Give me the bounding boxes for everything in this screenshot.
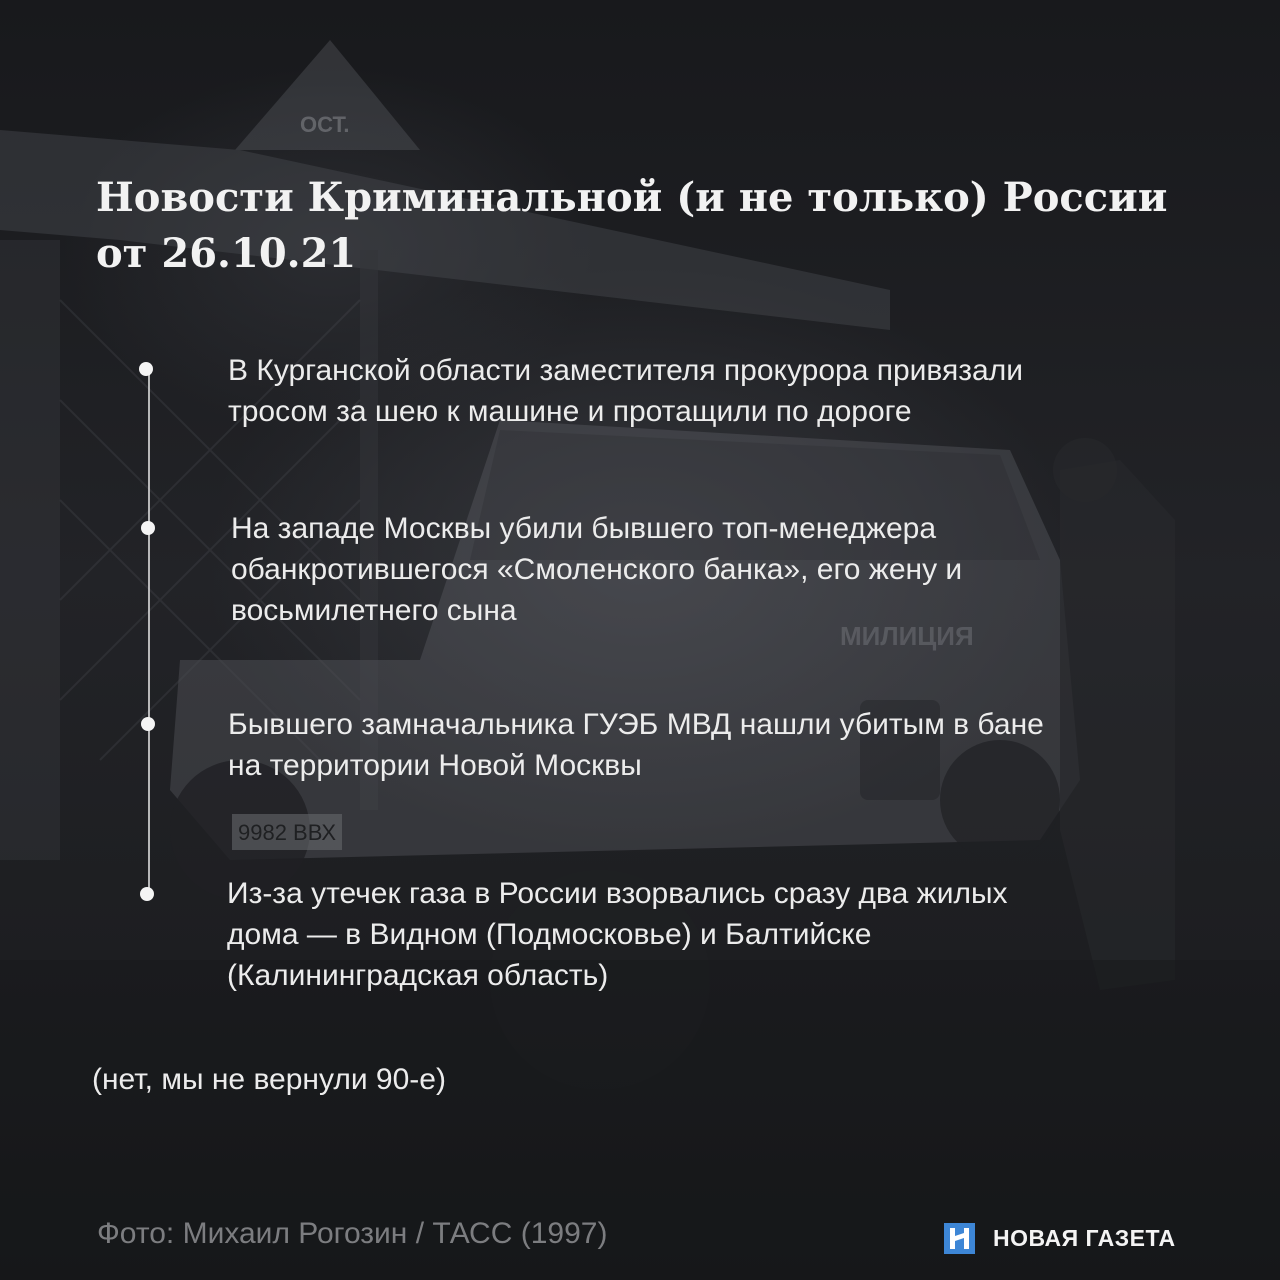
vehicle-text: МИЛИЦИЯ xyxy=(840,621,974,651)
news-item-line: на территории Новой Москвы xyxy=(228,749,642,782)
news-item-text xyxy=(231,508,962,631)
title-line-1: Новости Криминальной (и не только) России xyxy=(96,174,1168,221)
bullet-dot-icon xyxy=(139,362,153,376)
news-item-line: Бывшего замначальника ГУЭБ МВД нашли убитым в бане xyxy=(228,708,1044,741)
bullet-dot-icon xyxy=(141,521,155,535)
news-item-line: восьмилетнего сына xyxy=(231,594,517,627)
bullet-dot-icon xyxy=(141,717,155,731)
title-line-2: от 26.10.21 xyxy=(96,230,357,277)
news-item-line: В Курганской области заместителя прокурора привязали xyxy=(228,354,1023,387)
novaya-gazeta-logo-icon xyxy=(944,1223,975,1254)
news-item-line: тросом за шею к машине и протащили по дороге xyxy=(228,395,912,428)
photo-credit: Фото: Михаил Рогозин / ТАСС (1997) xyxy=(97,1217,608,1250)
brand[interactable] xyxy=(944,1222,1176,1254)
news-item-text xyxy=(227,873,1008,996)
brand-name: НОВАЯ ГАЗЕТА xyxy=(993,1224,1176,1251)
news-item-line: Из-за утечек газа в России взорвались сразу два жилых xyxy=(227,877,1008,910)
page-title xyxy=(96,170,1216,282)
news-item-text xyxy=(228,350,1023,432)
news-item-line: На западе Москвы убили бывшего топ-менеджера xyxy=(231,512,937,545)
timeline-line xyxy=(148,369,150,895)
closing-note: (нет, мы не вернули 90-е) xyxy=(92,1063,446,1096)
plate-text: 9982 ВВХ xyxy=(238,820,337,845)
sign-text: ОСТ. xyxy=(300,112,350,137)
news-item-line: дома — в Видном (Подмосковье) и Балтийске xyxy=(227,918,872,951)
news-item-line: (Калининградская область) xyxy=(227,959,609,992)
bullet-dot-icon xyxy=(140,887,154,901)
news-item-line: обанкротившегося «Смоленского банка», его жену и xyxy=(231,553,963,586)
news-item-text xyxy=(228,704,1044,786)
